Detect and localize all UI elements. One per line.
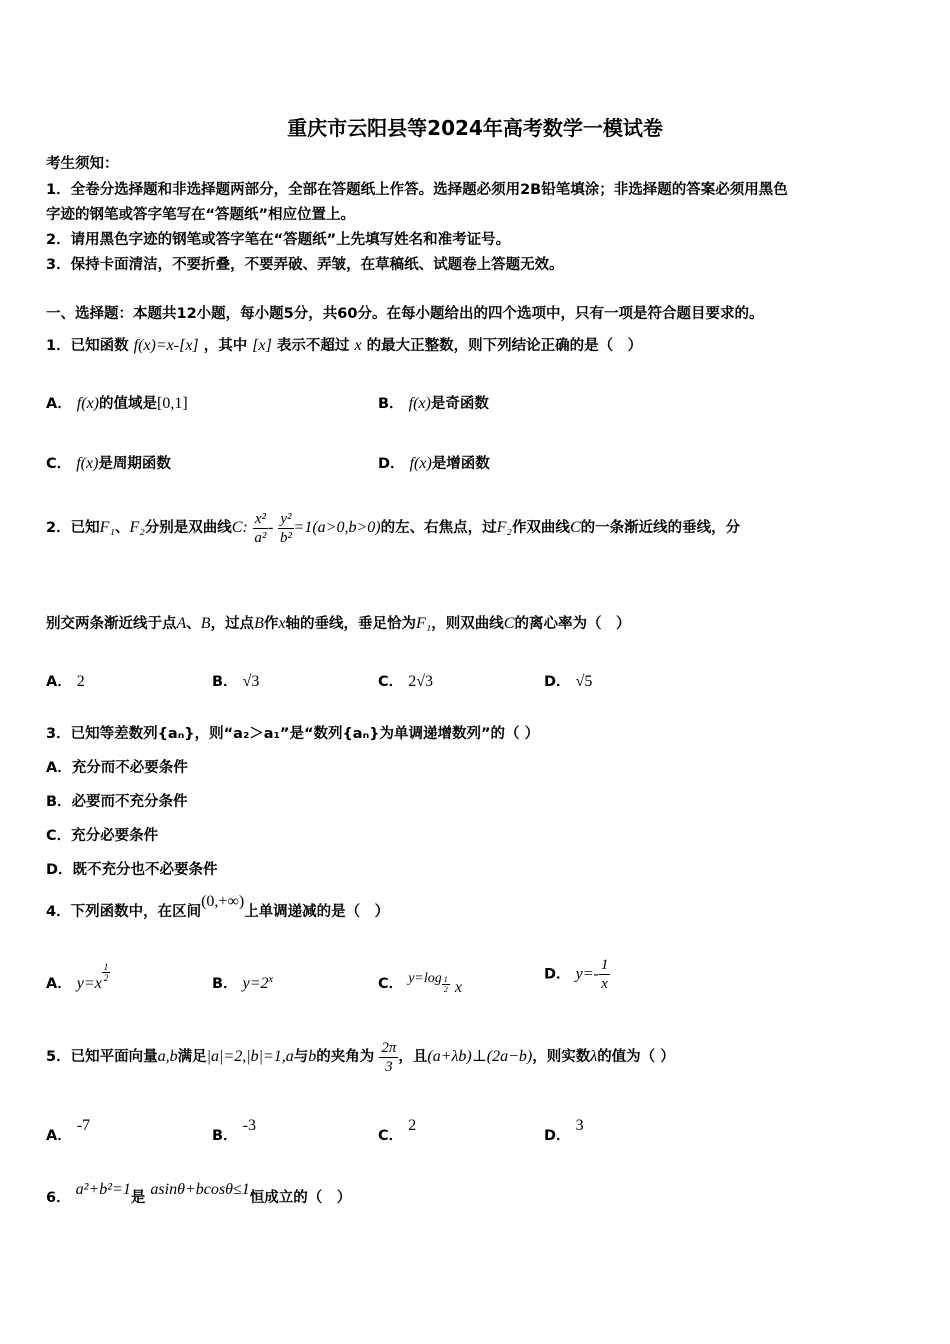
q4-option-d-den: x: [601, 976, 608, 992]
notice-item-3: 3．保持卡面清洁，不要折叠，不要弄破、弄皱，在草稿纸、试题卷上答题无效。: [46, 257, 564, 273]
q4-option-d-num: 1: [600, 957, 609, 973]
q3-option-b[interactable]: B．必要而不充分条件: [46, 794, 188, 810]
q5-option-d-value: 3: [575, 1117, 584, 1134]
q1-option-c-label: C．: [46, 456, 72, 472]
q1-option-b-text: 是奇函数: [430, 396, 489, 412]
q4-option-c-label: C．: [378, 976, 404, 992]
q4-option-b-func: y=2: [242, 975, 269, 992]
q2-line2c: 作: [263, 616, 279, 632]
q2-cb: C: [569, 519, 581, 536]
q4-option-a[interactable]: [46, 961, 110, 995]
notice-item-1a: 1．全卷分选择题和非选择题两部分，全部在答题纸上作答。选择题必须用2B铅笔填涂；非选择题的答案必须用黑色: [46, 182, 788, 198]
q5-option-b[interactable]: [212, 1117, 256, 1145]
q2-x-axis: x: [278, 615, 286, 632]
q4-option-a-exponent: [102, 962, 111, 983]
q6-condition-1: a²+b²=1: [75, 1181, 131, 1198]
question-2-stem-line2: [46, 612, 630, 633]
q5-text2: 与: [293, 1049, 309, 1065]
q1-mid1: ，其中: [203, 338, 248, 354]
q2-sep2: 、: [186, 616, 201, 632]
q1-option-c-func: f(x): [76, 455, 99, 472]
q6-condition-2: asinθ+bcosθ≤1: [150, 1181, 250, 1198]
q6-text1: 是: [130, 1190, 146, 1206]
q4-suffix: 上单调递减的是（ ）: [244, 904, 390, 920]
q1-option-b-label: B．: [378, 396, 404, 412]
q5-option-c-label: C．: [378, 1128, 404, 1144]
q2-text1: 分别是双曲线: [144, 520, 232, 536]
q2-line2f: 的离心率为（ ）: [514, 616, 631, 632]
q1-option-a-label: A．: [46, 396, 72, 412]
q2-option-d[interactable]: [544, 670, 592, 691]
question-1-stem: [46, 334, 642, 355]
q2-f2: F₂: [129, 519, 145, 536]
q2-option-a[interactable]: [46, 670, 85, 691]
q2-text4: 的一条渐近线的垂线，分: [580, 520, 741, 536]
q4-option-c-base: [442, 975, 450, 994]
q5-option-d[interactable]: [544, 1117, 584, 1145]
q1-option-d-text: 是增函数: [431, 456, 490, 472]
q2-point-a: A: [176, 615, 187, 632]
q5-text6: 的值为（ ）: [597, 1049, 675, 1065]
q5-prefix: 5．已知平面向量: [46, 1049, 158, 1065]
q2-option-a-label: A．: [46, 674, 72, 690]
q1-x: x: [354, 337, 362, 354]
q2-option-b-label: B．: [212, 674, 238, 690]
q3-option-c[interactable]: C．充分必要条件: [46, 828, 159, 844]
q4-option-d[interactable]: [544, 956, 610, 993]
q4-option-d-fraction: [599, 956, 611, 993]
q2-option-d-label: D．: [544, 674, 571, 690]
q2-line2e: ，则双曲线: [431, 616, 504, 632]
section-heading: 一、选择题：本题共12小题，每小题5分，共60分。在每小题给出的四个选项中，只有一项是符合题目要求的。: [46, 306, 764, 322]
q4-interval: (0,+∞): [201, 893, 245, 910]
question-2-stem-line1: [46, 508, 740, 548]
q5-option-d-label: D．: [544, 1128, 571, 1144]
q5-lambda: λ: [590, 1048, 598, 1065]
q2-sep: 、: [114, 520, 130, 536]
question-6-stem: [46, 1181, 352, 1207]
q2-x-den: a²: [254, 529, 267, 546]
q3-option-d[interactable]: D．既不充分也不必要条件: [46, 862, 218, 878]
q2-x-num: x²: [254, 510, 266, 527]
q1-option-d[interactable]: [378, 452, 490, 473]
q2-option-d-value: √5: [575, 673, 593, 690]
q5-option-a[interactable]: [46, 1117, 91, 1145]
q4-option-d-func: y=-: [575, 965, 599, 983]
q2-point-f1: F₁: [415, 615, 432, 632]
q1-option-a-text: 的值域是: [99, 396, 157, 412]
q5-angle-fraction: [379, 1039, 398, 1076]
q5-option-c[interactable]: [378, 1117, 417, 1145]
q2-option-c-label: C．: [378, 674, 404, 690]
q1-option-d-label: D．: [378, 456, 405, 472]
notice-item-2: 2．请用黑色字迹的钢笔或答字笔在“答题纸”上先填写姓名和准考证号。: [46, 232, 511, 248]
q4-option-a-exp-num: 1: [103, 961, 109, 972]
q5-text4: ，且: [398, 1049, 428, 1065]
q6-prefix: 6．: [46, 1190, 71, 1206]
q5-perp: (a+λb)⊥(2a−b): [427, 1048, 533, 1065]
q5-angle-num: 2π: [381, 1039, 397, 1056]
q2-curve-c: C:: [231, 519, 248, 536]
q2-y-den: b²: [279, 529, 292, 546]
q1-option-a-value: [0,1]: [157, 395, 188, 412]
q5-option-a-value: -7: [76, 1117, 91, 1134]
q4-option-d-label: D．: [544, 966, 571, 983]
q4-option-a-label: A．: [46, 976, 72, 992]
q2-x-fraction: [253, 510, 268, 547]
q2-option-b[interactable]: [212, 670, 259, 691]
notice-heading: 考生须知：: [46, 156, 119, 172]
q5-text3: 的夹角为: [316, 1049, 375, 1065]
q5-condition: |a|=2,|b|=1,a: [206, 1048, 294, 1065]
q4-option-c-base-den: 2: [443, 984, 448, 994]
q2-option-c[interactable]: [378, 670, 433, 691]
q5-angle-den: 3: [385, 1058, 393, 1075]
question-4-stem: [46, 893, 390, 921]
q4-option-c-func: y=log: [408, 971, 442, 986]
notice-item-1b: 字迹的钢笔或答字笔写在“答题纸”相应位置上。: [46, 207, 356, 223]
q2-line2b: ，过点: [210, 616, 255, 632]
q5-text5: ，则实数: [532, 1049, 591, 1065]
q2-f1: F₁: [99, 519, 115, 536]
q4-option-b-label: B．: [212, 976, 238, 992]
q1-option-c-text: 是周期函数: [98, 456, 171, 472]
q5-option-b-label: B．: [212, 1128, 238, 1144]
q5-text1: 满足: [177, 1049, 207, 1065]
q1-option-a[interactable]: [46, 392, 188, 413]
q2-text2: 的左、右焦点，过: [380, 520, 497, 536]
q2-c2: C: [503, 615, 515, 632]
q5-option-a-label: A．: [46, 1128, 72, 1144]
q2-point-b: B: [200, 615, 211, 632]
q2-f2b: F₂: [496, 519, 512, 536]
q5-ab: a,b: [157, 1048, 178, 1065]
q1-option-d-func: f(x): [409, 455, 432, 472]
q4-option-a-exp-den: 2: [103, 972, 109, 983]
q2-prefix: 2．已知: [46, 520, 100, 536]
q1-function: f(x)=x-[x]: [133, 337, 199, 354]
q1-suffix: 的最大正整数，则下列结论正确的是（ ）: [366, 338, 643, 354]
q4-option-c-base-num: 1: [443, 974, 448, 984]
q4-option-c[interactable]: [378, 966, 462, 996]
q5-option-c-value: 2: [408, 1117, 417, 1134]
q1-mid2: 表示不超过: [276, 338, 350, 354]
q1-option-c[interactable]: [46, 452, 171, 473]
q2-line2d: 轴的垂线，垂足恰为: [285, 616, 416, 632]
q2-y-num: y²: [280, 510, 292, 527]
q4-option-b-exp: x: [268, 974, 273, 986]
q2-option-c-value: 2√3: [408, 673, 433, 690]
q4-option-a-func: y=x: [76, 975, 102, 992]
q2-minus: -: [268, 519, 274, 536]
q1-option-b-func: f(x): [408, 395, 431, 412]
q2-option-a-value: 2: [76, 673, 85, 690]
q4-option-b[interactable]: [212, 972, 273, 993]
page-title: 重庆市云阳县等2024年高考数学一模试卷: [287, 116, 663, 140]
q5-option-b-value: -3: [242, 1117, 256, 1134]
q2-y-fraction: [278, 510, 293, 547]
q4-option-c-x: x: [454, 979, 462, 996]
q1-floor: [x]: [252, 337, 272, 354]
q3-option-a[interactable]: A．充分而不必要条件: [46, 760, 188, 776]
q4-prefix: 4．下列函数中，在区间: [46, 904, 202, 920]
q1-option-a-func: f(x): [76, 395, 99, 412]
q2-condition: =1(a>0,b>0): [293, 519, 381, 536]
q5-b: b: [308, 1048, 317, 1065]
question-5-stem: [46, 1036, 675, 1078]
question-3-stem: 3．已知等差数列{aₙ}，则“a₂＞a₁”是“数列{aₙ}为单调递增数列”的（ ）: [46, 726, 540, 742]
q2-option-b-value: √3: [242, 673, 260, 690]
q2-point-b2: B: [254, 615, 264, 632]
q1-prefix: 1．已知函数: [46, 338, 129, 354]
q2-text3: 作双曲线: [511, 520, 570, 536]
q6-text2: 恒成立的（ ）: [249, 1190, 352, 1206]
q1-option-b[interactable]: [378, 392, 489, 413]
q2-line2a: 别交两条渐近线于点: [46, 616, 177, 632]
